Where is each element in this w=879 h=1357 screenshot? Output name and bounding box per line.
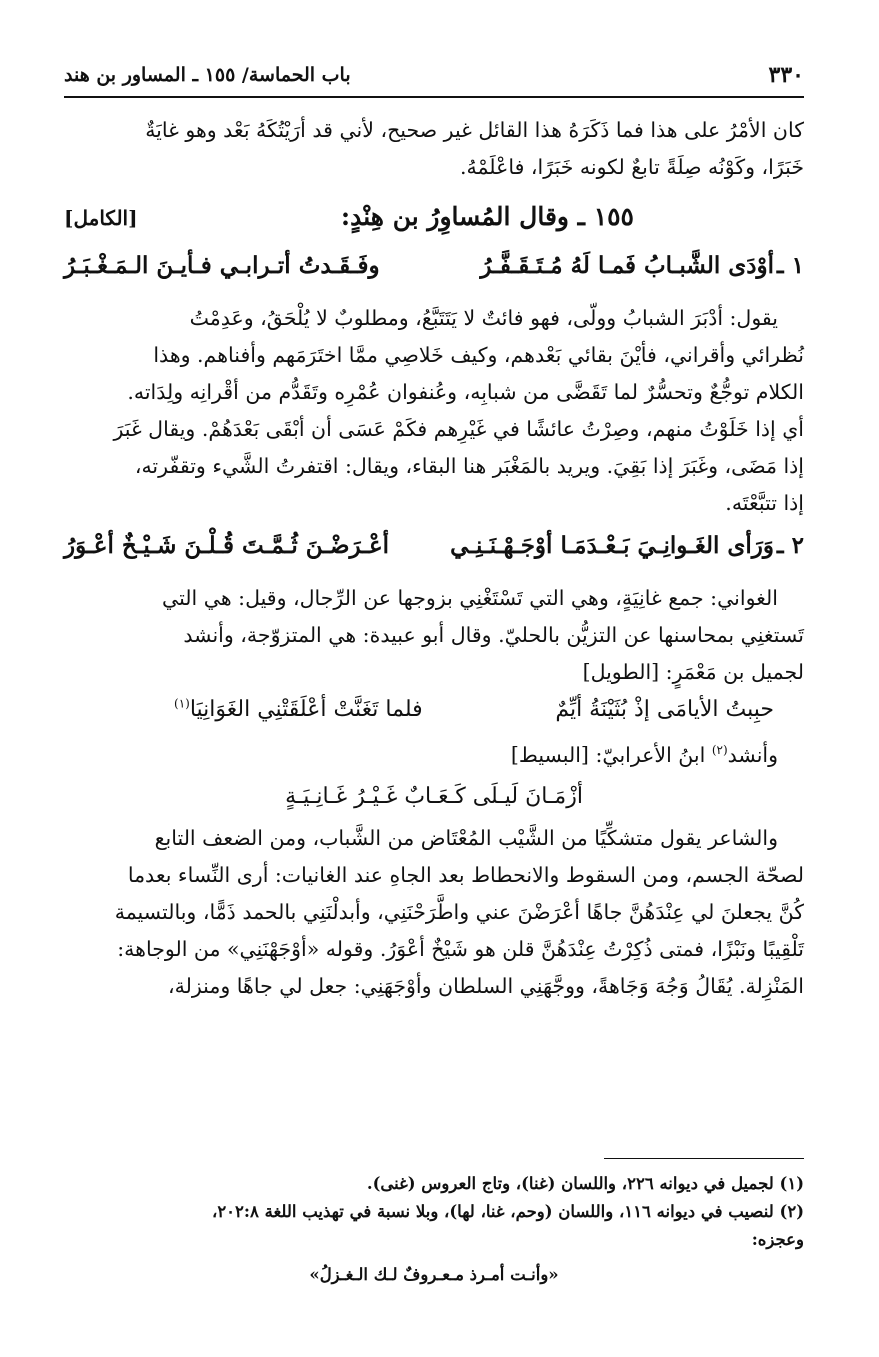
meter-tag: [الكامل] [64, 206, 138, 230]
commentary-line: نُظرائي وأقراني، فأيْنَ بقائي بَعْدهم، وكيف خَلاصِي ممَّا اختَرَمَهم وأفناهم. وهذا [153, 343, 804, 367]
verse-hemistich-2: وفَـقَـدتُ أتـرابـي فـأيـنَ الـمَـغْـبَـرُ [64, 252, 380, 279]
commentary-line: المَنْزِلة. يُقَالُ وَجُهَ وَجَاهةً، ووجَّهَنِي السلطان وأوْجَهَنِي: جعل لي جاهًا ومنزلة، [168, 974, 804, 998]
quote-hemistich-1: حبِبتُ الأيامَى إذْ بُثَيْنَةُ أيِّمٌ [555, 697, 774, 722]
footnotes [64, 1170, 804, 1290]
quoted-verse-2: أزْمَـانَ لَيـلَى كَـعَـابٌ غَـيْـرُ غَـانِـيَـةٍ [285, 784, 583, 809]
quote-intro-before: وأنشد [727, 743, 778, 767]
commentary-line: الغواني: جمع غانِيَةٍ، وهي التي تَسْتَغْنِي بزوجها عن الرِّجال، وقيل: هي التي [162, 586, 778, 610]
footnote-2-continuation: وعجزه: [751, 1230, 804, 1249]
commentary-line: أي إذا خَلَوْتُ منهم، وصِرْتُ عائشًا في غَيْرِهم فكَمْ عَسَى أن أبْقَى بَعْدَهُمْ. ويقال غَبَرَ [113, 417, 804, 441]
verse-number: ١ ـ [776, 252, 804, 279]
footnote-divider [604, 1158, 804, 1159]
poem-title: ١٥٥ ـ وقال المُساوِرُ بن هِنْدٍ: [340, 202, 634, 231]
commentary-line: لجميل بن مَعْمَرٍ: [الطويل] [582, 660, 804, 684]
commentary-line: يقول: أدْبَرَ الشبابُ وولّى، فهو فائتٌ لا يَتَتَبَّعُ، ومطلوبٌ لا يُلْحَقُ، وعَدِمْتُ [189, 306, 778, 330]
page-number: ٣٣٠ [768, 62, 804, 88]
commentary-line: كُنَّ يجعلنَ لي عِنْدَهُنَّ جاهًا أعْرَضْنَ عني واطَّرَحْنَنِي، وأبدلْنَنِي بالحمد ذَمًّا، وبالتسيمة [114, 900, 804, 924]
page-body [64, 56, 804, 1005]
commentary-line: إذا مَضَى، وغَبَرَ إذا بَقِيَ. ويريد بالمَغْبَر هنا البقاء، ويقال: اقتفرتُ الشَّيء وتقفّرته، [134, 454, 804, 478]
footnote-2-verse: «وأنـت أمـرذ مـعـروفٌ لـك الـغـزلُ» [309, 1265, 559, 1284]
intro-line-2: خَبَرًا، وكَوْنُه صِلَةً تابعٌ لكونه خَبَرًا، فاعْلَمْهُ. [459, 155, 804, 179]
verse-2 [64, 526, 804, 574]
poem-heading [64, 198, 804, 242]
verse-hemistich-1: أوْدَى الشَّبـابُ فَمـا لَهُ مُـتَـقَـفَّـرُ [480, 252, 774, 279]
quote-intro-after: ابنُ الأعرابيّ: [البسيط] [510, 743, 712, 767]
quote-hemistich-2 [174, 697, 423, 722]
verse-hemistich-2: أعْـرَضْـنَ ثُـمَّـتَ قُـلْـنَ شَـيْـخٌ أعْـوَرُ [64, 532, 390, 559]
footnote-ref-1[interactable]: (١) [174, 696, 190, 711]
commentary-line: إذا تتبَّعْتَه. [725, 491, 804, 515]
footnote-2: (٢) لنصيب في ديوانه ١١٦، واللسان (وحم، غنا، لها)، وبلا نسبة في تهذيب اللغة ٢٠٢:٨، [211, 1202, 804, 1221]
commentary-line: الكلام توجُّعٌ وتحسُّرٌ لما تَقَضَّى من شبابِه، وعُنفوان عُمْرِه وتَقَدُّم من أقْرانِه ولِدَاته. [127, 380, 804, 404]
commentary-line: والشاعر يقول متشكِّيًا من الشَّيْب المُعْتَاض من الشَّباب، ومن الضعف التابع [154, 826, 778, 850]
verse-number: ٢ ـ [776, 532, 804, 559]
section-title: باب الحماسة/ ١٥٥ ـ المساور بن هند [64, 64, 351, 86]
quote-intro [64, 737, 804, 774]
running-header [64, 56, 804, 98]
commentary-line: تَلْقِيبًا ونَبْزًا، فمتى ذُكِرْتُ عِنْدَهُنَّ قلن هو شَيْخٌ أعْوَرُ. وقوله «أوْجَهْنَنِي» من الوجاهة: [117, 937, 804, 961]
commentary-line: لصحّة الجسم، ومن السقوط والانحطاط بعد الجاهِ عند الغانيات: أرى النِّساء بعدما [127, 863, 804, 887]
footnote-1: (١) لجميل في ديوانه ٢٢٦، واللسان (غنا)، وتاج العروس (غنى). [366, 1174, 804, 1193]
quote-hemistich-2-text: فلما تَغَنَّتْ أعْلَقَتْنِي الغَوَانِيَا [189, 697, 423, 722]
verse-1 [64, 246, 804, 294]
quoted-verse-1 [64, 691, 804, 737]
commentary-line: تَستغنِي بمحاسنها عن التزيُّن بالحليّ. وقال أبو عبيدة: هي المتزوّجة، وأنشد [183, 623, 804, 647]
intro-line-1: كان الأمْرُ على هذا فما ذَكَرَهُ هذا القائل غير صحيح، لأني قد أرَيْتُكَهُ بَعْد وهو غايَةٌ [145, 118, 804, 142]
verse-hemistich-1: وَرَأى الغَـوانِـيَ بَـعْـدَمَـا أوْجَـهْـنَـنِـي [450, 532, 774, 559]
footnote-ref-2[interactable]: (٢) [711, 743, 728, 758]
